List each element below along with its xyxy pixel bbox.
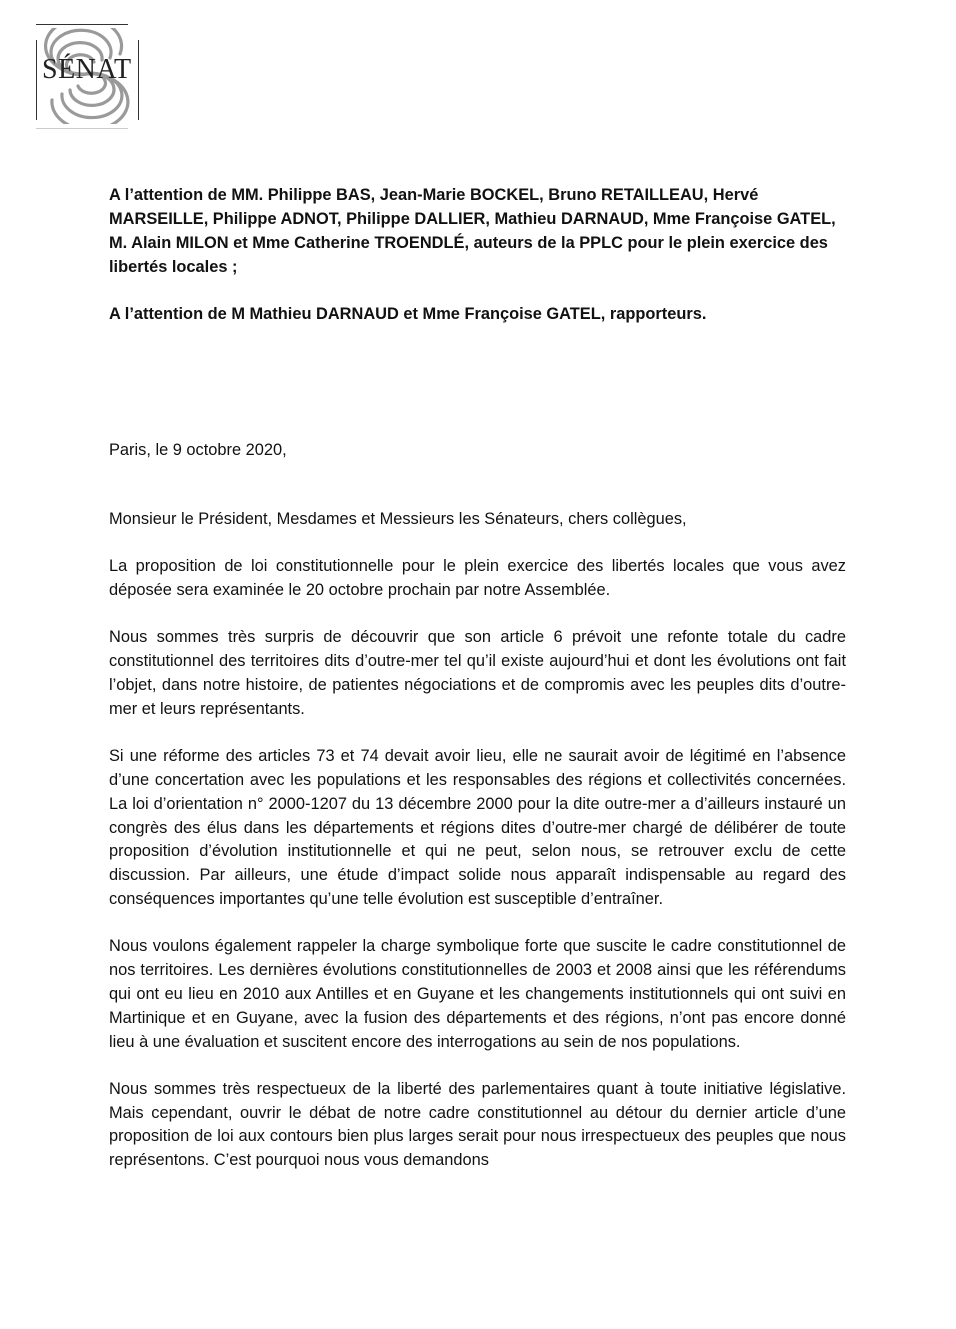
letter-date: Paris, le 9 octobre 2020,: [109, 440, 287, 459]
logo-text: SÉNAT: [42, 54, 132, 85]
logo-rule-bottom: [36, 128, 128, 129]
addressee-rapporteurs: A l’attention de M Mathieu DARNAUD et Mme Françoise GATEL, rapporteurs.: [109, 304, 707, 323]
senat-logo: [36, 24, 140, 130]
paragraph-1: La proposition de loi constitutionnelle pour le plein exercice des libertés locales que vous avez déposée sera examinée le 20 octobre prochain par notre Assemblée.: [109, 557, 846, 600]
addressee-authors: A l’attention de MM. Philippe BAS, Jean-Marie BOCKEL, Bruno RETAILLEAU, Hervé MARSEILLE, Philippe ADNOT, Philippe DALLIER, Mathieu DARNAUD, Mme Françoise GATEL, M. Alain MILON et Mme Catherine TROENDLÉ, auteurs de la PPLC pour le plein exercice des libertés locales ;: [109, 186, 836, 276]
logo-rule-top: [36, 24, 128, 25]
letter-salutation: Monsieur le Président, Mesdames et Messieurs les Sénateurs, chers collègues,: [109, 510, 687, 529]
paragraph-5: Nous sommes très respectueux de la liberté des parlementaires quant à toute initiative législative. Mais cependant, ouvrir le débat de notre cadre constitutionnel au détour du dernier article d’une proposition de loi aux contours bien plus larges serait pour nous irrespectueux des peuples que nous représentons. C’est pourquoi nous vous demandons: [109, 1079, 846, 1170]
paragraph-3: Si une réforme des articles 73 et 74 devait avoir lieu, elle ne saurait avoir de légitimé en l’absence d’une concertation avec les populations et les responsables des régions et collectivités concernées. La loi d’orientation n° 2000-1207 du 13 décembre 2000 pour la dite outre-mer a d’ailleurs instauré un congrès des élus dans les départements et régions dites d’outre-mer chargé de délibérer de toute proposition d’évolution institutionnelle et qui ne peut, selon nous, se retrouver exclu de cette discussion. Par ailleurs, une étude d’impact solide nous apparaît indispensable au regard des conséquences importantes qu’une telle évolution est susceptible d’entraîner.: [109, 746, 846, 909]
logo-rule-right: [138, 40, 139, 120]
logo-rule-left: [36, 40, 37, 120]
paragraph-4: Nous voulons également rappeler la charge symbolique forte que suscite le cadre constitutionnel de nos territoires. Les dernières évolutions constitutionnelles de 2003 et 2008 ainsi que les référendums qui ont eu lieu en 2010 aux Antilles et en Guyane et les changements institutionnels qui ont suivi en Martinique et en Guyane, avec la fusion des départements et des régions, n’ont pas encore donné lieu à une évaluation et suscitent encore des interrogations au sein de nos populations.: [109, 937, 846, 1051]
paragraph-2: Nous sommes très surpris de découvrir que son article 6 prévoit une refonte totale du cadre constitutionnel des territoires dits d’outre-mer tel qu’il existe aujourd’hui et dont les évolutions ont fait l’objet, dans notre histoire, de patientes négociations et de compromis avec les peuples dits d’outre-mer et leurs représentants.: [109, 628, 846, 718]
letter-body: [109, 184, 846, 1173]
